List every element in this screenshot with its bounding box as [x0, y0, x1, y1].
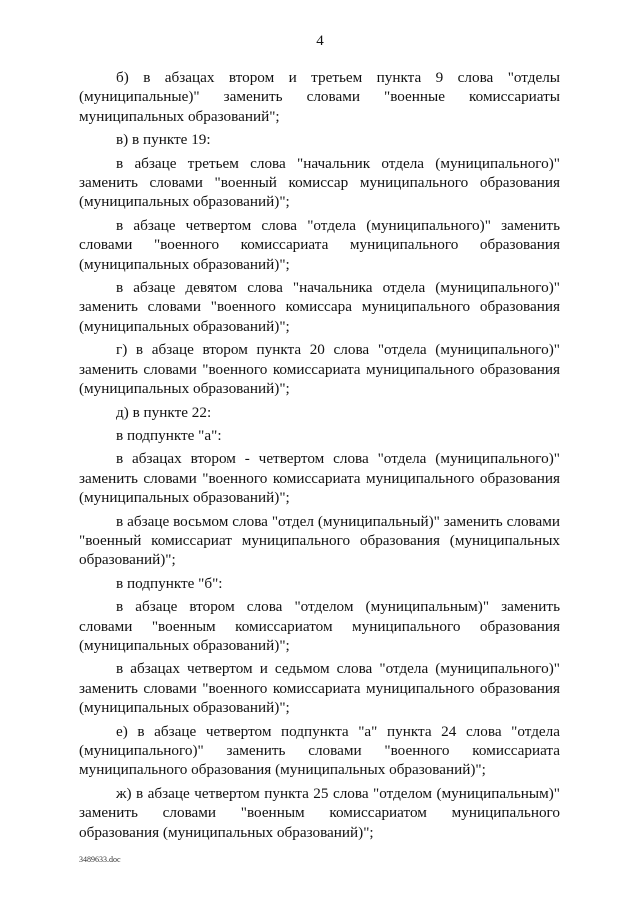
document-body	[79, 68, 560, 846]
paragraph-d-b-abzac-2: в абзаце втором слова "отделом (муниципальным)" заменить словами "военным комиссариатом муниципального образования (муниципальных образований)";	[79, 598, 560, 654]
paragraph-v: в) в пункте 19:	[116, 131, 211, 149]
paragraph-d-b-abzac-4-7: в абзацах четвертом и седьмом слова "отдела (муниципального)" заменить словами "военного комиссариата муниципального образования (муниципальных образований)";	[79, 660, 560, 717]
paragraph-d-a-abzac-8: в абзаце восьмом слова "отдел (муниципальный)" заменить словами "военный комиссариат муниципального образования (муниципальных образований)";	[79, 512, 560, 569]
paragraph-v-abzac-3: в абзаце третьем слова "начальник отдела (муниципального)" заменить словами "военный комиссар муниципального образования (муниципальных образований)";	[79, 154, 560, 211]
paragraph-g: г) в абзаце втором пункта 20 слова "отдела (муниципального)" заменить словами "военного комиссариата муниципального образования (муниципальных образований)";	[79, 341, 560, 398]
paragraph-d-a-abzac-2-4: в абзацах втором - четвертом слова "отдела (муниципального)" заменить словами "военного комиссариата муниципального образования (муниципальных образований)";	[79, 450, 560, 507]
paragraph-b: б) в абзацах втором и третьем пункта 9 слова "отделы (муниципальные)" заменить словами "военные комиссариаты муниципальных образований";	[79, 69, 560, 125]
page-number: 4	[316, 33, 324, 49]
paragraph-v-abzac-9: в абзаце девятом слова "начальника отдела (муниципального)" заменить словами "военного комиссара муниципального образования (муниципальных образований)";	[79, 279, 560, 335]
paragraph-v-abzac-4: в абзаце четвертом слова "отдела (муниципального)" заменить словами "военного комиссариата муниципального образования (муниципальных образований)";	[79, 216, 560, 273]
paragraph-zh: ж) в абзаце четвертом пункта 25 слова "отделом (муниципальным)" заменить словами "военным комиссариатом муниципального образования (муниципальных образований)";	[79, 784, 560, 841]
document-file-id: 3489633.doc	[79, 855, 121, 864]
paragraph-d: д) в пункте 22:	[116, 403, 212, 421]
paragraph-d-subpoint-a: в подпункте "а":	[116, 426, 222, 444]
paragraph-d-subpoint-b: в подпункте "б":	[116, 574, 223, 592]
paragraph-e: е) в абзаце четвертом подпункта "а" пункта 24 слова "отдела (муниципального)" заменить словами "военного комиссариата муниципального образования (муниципальных образований)";	[79, 722, 560, 779]
